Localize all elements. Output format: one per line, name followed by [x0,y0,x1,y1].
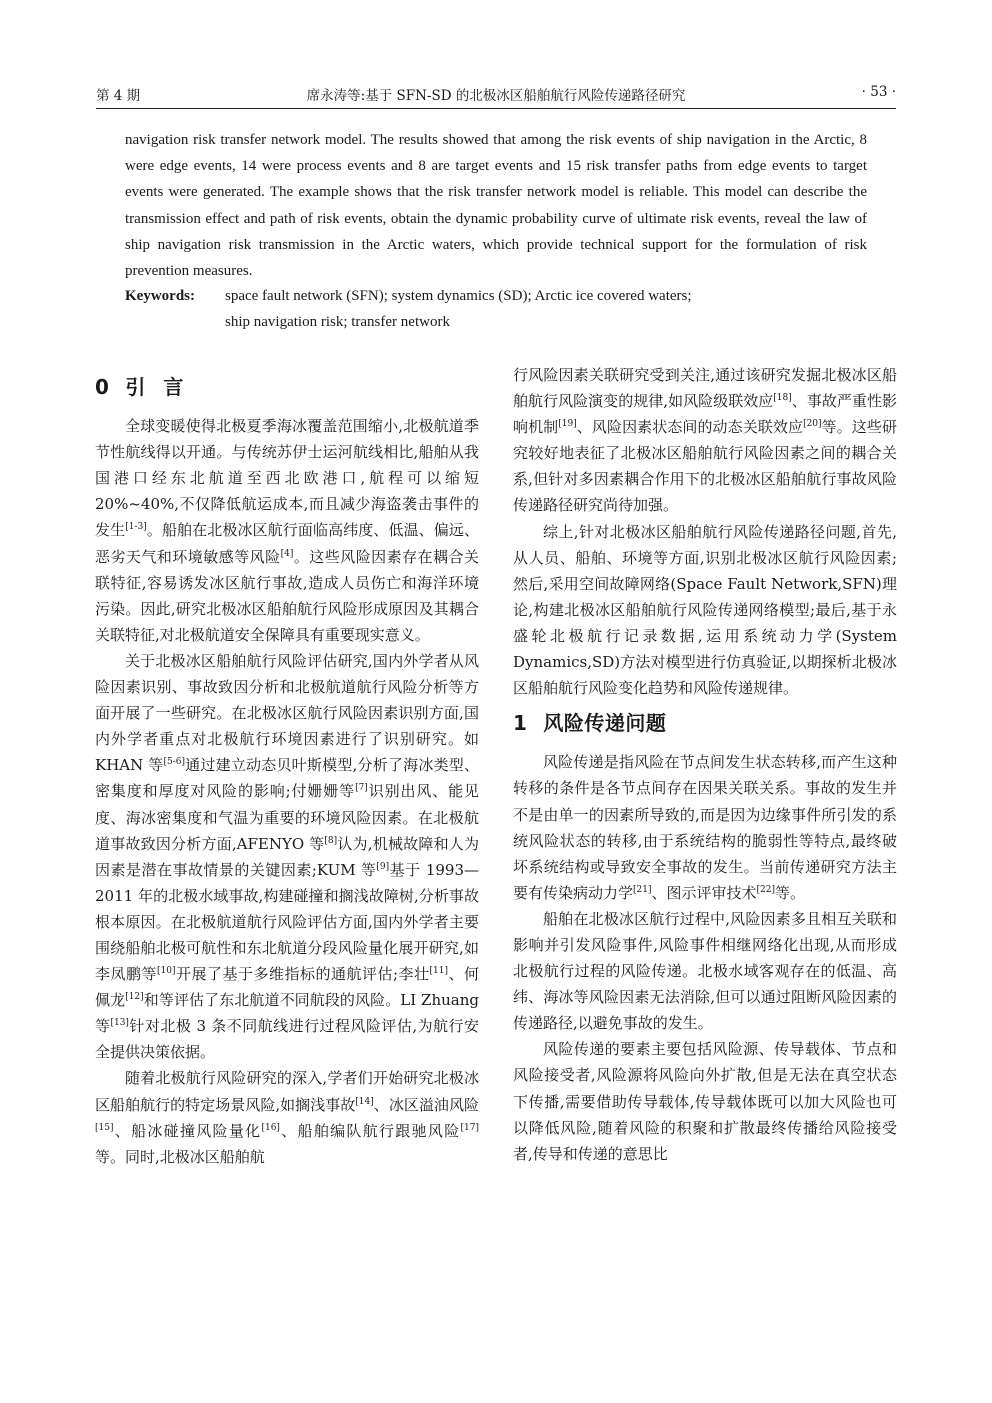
citation-ref: [7] [355,783,368,794]
citation-ref: [15] [95,1122,114,1133]
citation-ref: [19] [558,419,577,430]
paragraph: 随着北极航行风险研究的深入,学者们开始研究北极冰区船舶航行的特定场景风险,如搁浅事故[14]、冰区溢油风险[15]、船冰碰撞风险量化[16]、船舶编队航行跟驰风险[17]等。同时,北极冰区船舶航 [95,1069,479,1166]
citation-ref: [9] [376,861,390,872]
section-heading-risk-transfer [513,710,897,736]
paragraph: 综上,针对北极冰区船舶航行风险传递路径问题,首先,从人员、船舶、环境等方面,识别北极冰区航行风险因素;然后,采用空间故障网络(Space Fault Network,SFN)理论,构建北极冰区船舶航行风险传递网络模型;最后,基于永盛轮北极航行记录数据,运用系统动力学(System Dynamics,SD)方法对模型进行仿真验证,以期探析北极冰区船舶航行风险变化趋势和风险传递规律。 [513,522,897,698]
issue-number: 第 4 期 [96,88,141,104]
left-column [95,365,479,1170]
paragraph: 全球变暖使得北极夏季海冰覆盖范围缩小,北极航道季节性航线得以开通。与传统苏伊士运河航线相比,船舶从我国港口经东北航道至西北欧港口,航程可以缩短 20%~40%,不仅降低航运成本,而且减少海盗袭击事件的发生[1-3]。船舶在北极冰区航行面临高纬度、低温、偏远、恶劣天气和环境敏感等风险[4]。这些风险因素存在耦合关联特征,容易诱发冰区航行事故,造成人员伤亡和海洋环境污染。因此,研究北极冰区船舶航行风险形成原因及其耦合关联特征,对北极航道安全保障具有重要现实意义。 [95,417,479,644]
paragraph: 船舶在北极冰区航行过程中,风险因素多且相互关联和影响并引发风险事件,风险事件相继网络化出现,从而形成北极航行过程的风险传递。北极水域客观存在的低温、高纬、海冰等风险因素无法消除,但可以通过阻断风险因素的传递路径,以避免事故的发生。 [513,909,897,1033]
citation-ref: [13] [110,1018,129,1029]
keywords-line-2: ship navigation risk; transfer network [225,314,450,330]
page-number: · 53 · [861,84,896,100]
keywords-line-1: space fault network (SFN); system dynamics (SD); Arctic ice covered waters; [225,288,692,304]
citation-ref: [14] [355,1096,374,1107]
citation-ref: [21] [633,884,652,895]
citation-ref: [8] [324,835,338,846]
citation-ref: [10] [157,966,176,977]
section-title: 引言 [125,375,202,399]
citation-ref: [4] [280,548,294,559]
section-number: 1 [513,711,528,736]
keywords-label: Keywords: [125,288,195,304]
citation-ref: [17] [460,1122,479,1133]
paragraph-continued: 行风险因素关联研究受到关注,通过该研究发掘北极冰区船舶航行风险演变的规律,如风险级联效应[18]、事故严重性影响机制[19]、风险因素状态间的动态关联效应[20]等。这些研究较好地表征了北极冰区船舶航行风险因素之间的耦合关系,但针对多因素耦合作用下的北极冰区船舶航行事故风险传递路径研究尚待加强。 [513,366,897,515]
section-title: 风险传递问题 [543,711,667,736]
citation-ref: [22] [756,884,775,895]
running-title: 席永涛等:基于 SFN-SD 的北极冰区船舶航行风险传递路径研究 [306,88,686,104]
citation-ref: [16] [261,1122,280,1133]
abstract-continuation [125,127,867,284]
citation-ref: [12] [125,992,144,1003]
right-column [513,362,897,1167]
citation-ref: [5-6] [163,757,185,768]
citation-ref: [11] [429,966,448,977]
citation-ref: [1-3] [125,522,147,533]
citation-ref: [18] [773,393,792,404]
citation-ref: [20] [803,419,822,430]
running-header [96,84,896,106]
abstract-text: navigation risk transfer network model. The results showed that among the risk events of ship navigation in the Arctic, 8 were edge events, 14 were process events and 8 are target events and 15 risk transfer paths from edge events to target events were generated. The example shows that the risk transfer network model is reliable. This model can describe the transmission effect and path of risk events, obtain the dynamic probability curve of ultimate risk events, reveal the law of ship navigation risk transmission in the Arctic waters, which provide technical support for the formulation of risk prevention measures. [125,132,867,280]
paragraph: 风险传递的要素主要包括风险源、传导载体、节点和风险接受者,风险源将风险向外扩散,但是无法在真空状态下传播,需要借助传导载体,传导载体既可以加大风险也可以降低风险,随着风险的积聚和扩散最终传播给风险接受者,传导和传递的意思比 [513,1040,897,1163]
paragraph: 关于北极冰区船舶航行风险评估研究,国内外学者从风险因素识别、事故致因分析和北极航道航行风险分析等方面开展了一些研究。在北极冰区航行风险因素识别方面,国内外学者重点对北极航行环境因素进行了识别研究。如 KHAN 等[5-6]通过建立动态贝叶斯模型,分析了海冰类型、密集度和厚度对风险的影响;付姗姗等[7]识别出风、能见度、海冰密集度和气温为重要的环境风险因素。在北极航道事故致因分析方面,AFENYO 等[8]认为,机械故障和人为因素是潜在事故情景的关键因素;KUM 等[9]基于 1993—2011 年的北极水域事故,构建碰撞和搁浅故障树,分析事故根本原因。在北极航道航行风险评估方面,国内外学者主要围绕船舶北极可航性和东北航道分段风险量化展开研究,如李凤鹏等[10]开展了基于多维指标的通航评估;李壮[11]、何佩龙[12]和等评估了东北航道不同航段的风险。LI Zhuang 等[13]针对北极 3 条不同航线进行过程风险评估,为航行安全提供决策依据。 [95,651,480,1062]
section-number: 0 [95,375,110,399]
section-heading-introduction [95,374,479,400]
header-rule [96,108,896,109]
paragraph: 风险传递是指风险在节点间发生状态转移,而产生这种转移的条件是各节点间存在因果关联关系。事故的发生并不是由单一的因素所导致的,而是因为边缘事件所引发的系统风险状态的转移,由于系统结构的脆弱性等特点,最终破坏系统结构或导致安全事故的发生。当前传递研究方法主要有传染病动力学[21]、图示评审技术[22]等。 [513,753,897,902]
